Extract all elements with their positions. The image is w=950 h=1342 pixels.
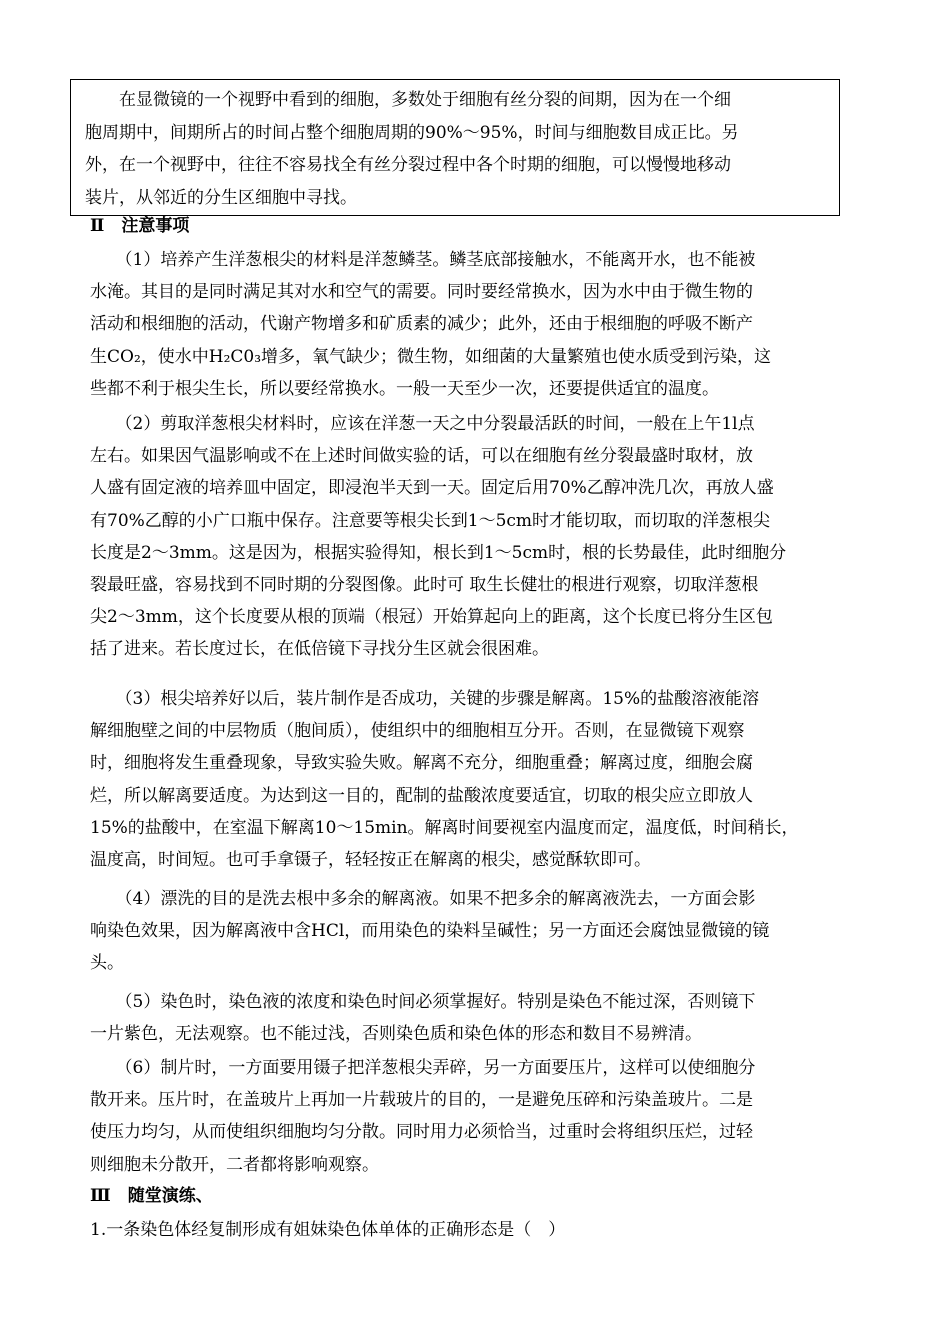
intro-text-box [70, 79, 840, 216]
note-paragraph-4: （4）漂洗的目的是洗去根中多余的解离液。如果不把多余的解离液洗去，一方面会影 响染色效果，因为解离液中含HCl，而用染色的染料呈碱性；另一方面还会腐蚀显微镜的镜 头。 [90, 889, 770, 974]
note-paragraph-3: （3）根尖培养好以后，装片制作是否成功，关键的步骤是解离。15%的盐酸溶液能溶 解细胞壁之间的中层物质（胞间质），使组织中的细胞相互分开。否则，在显微镜下观察 时，细胞将发生重叠现象，导致实验失败。解离不充分，细胞重叠；解离过度，细胞会腐 烂，所以解离要适度。为达到这一目的，配制的盐酸浓度要适宜，切取的根尖应立即放人 15%的盐酸中，在室温下解离10～15min。解离时间要视室内温度而定，温度低，时间稍长， 温度高，时间短。也可手拿镊子，轻轻按正在解离的根尖，感觉酥软即可。 [90, 689, 799, 871]
section-heading-notes: Ⅱ 注意事项 [90, 216, 190, 236]
note-paragraph-6: （6）制片时，一方面要用镊子把洋葱根尖弄碎，另一方面要压片，这样可以使细胞分 散开来。压片时，在盖玻片上再加一片载玻片的目的，一是避免压碎和污染盖玻片。二是 使压力均匀，从而使组织细胞均匀分散。同时用力必须恰当，过重时会将组织压烂，过轻 则细胞未分散开，二者都将影响观察。 [90, 1058, 756, 1175]
note-paragraph-5: （5）染色时，染色液的浓度和染色时间必须掌握好。特别是染色不能过深，否则镜下 一片紫色，无法观察。也不能过浅，否则染色质和染色体的形态和数目不易辨清。 [90, 992, 756, 1045]
intro-paragraph: 在显微镜的一个视野中看到的细胞，多数处于细胞有丝分裂的间期，因为在一个细 胞周期中，间期所占的时间占整个细胞周期的90%～95%，时间与细胞数目成正比。另 外，在一个视野中，往往不容易找全有丝分裂过程中各个时期的细胞，可以慢慢地移动 装片，从邻近的分生区细胞中寻找。 [85, 90, 739, 208]
note-paragraph-1: （1）培养产生洋葱根尖的材料是洋葱鳞茎。鳞茎底部接触水，不能离开水，也不能被 水淹。其目的是同时满足其对水和空气的需要。同时要经常换水，因为水中由于微生物的 活动和根细胞的活动，代谢产物增多和矿质素的减少；此外，还由于根细胞的呼吸不断产 生CO₂，使水中H₂C0₃增多，氧气缺少；微生物，如细菌的大量繁殖也使水质受到污染，这 些都不利于根尖生长，所以要经常换水。一般一天至少一次，还要提供适宜的温度。 [90, 250, 772, 399]
section-heading-exercises: Ⅲ 随堂演练、 [90, 1186, 213, 1206]
note-paragraph-2: （2）剪取洋葱根尖材料时，应该在洋葱一天之中分裂最活跃的时间，一般在上午1l点 左右。如果因气温影响或不在上述时间做实验的话，可以在细胞有丝分裂最盛时取材，放 人盛有固定液的培养皿中固定，即浸泡半天到一天。固定后用70%乙醇冲洗几次，再放人盛 有70%乙醇的小广口瓶中保存。注意要等根尖长到1～5cm时才能切取，而切取的洋葱根尖 长度是2～3mm。这是因为，根据实验得知，根长到1～5cm时，根的长势最佳，此时细胞分 裂最旺盛，容易找到不同时期的分裂图像。此时可 取生长健壮的根进行观察，切取洋葱根 尖2～3mm，这个长度要从根的顶端（根冠）开始算起向上的距离，这个长度已将分生区包 括了进来。若长度过长，在低倍镜下寻找分生区就会很困难。 [90, 414, 787, 660]
question-1: 1.一条染色体经复制形成有姐妹染色体单体的正确形态是（ ） [90, 1220, 566, 1240]
